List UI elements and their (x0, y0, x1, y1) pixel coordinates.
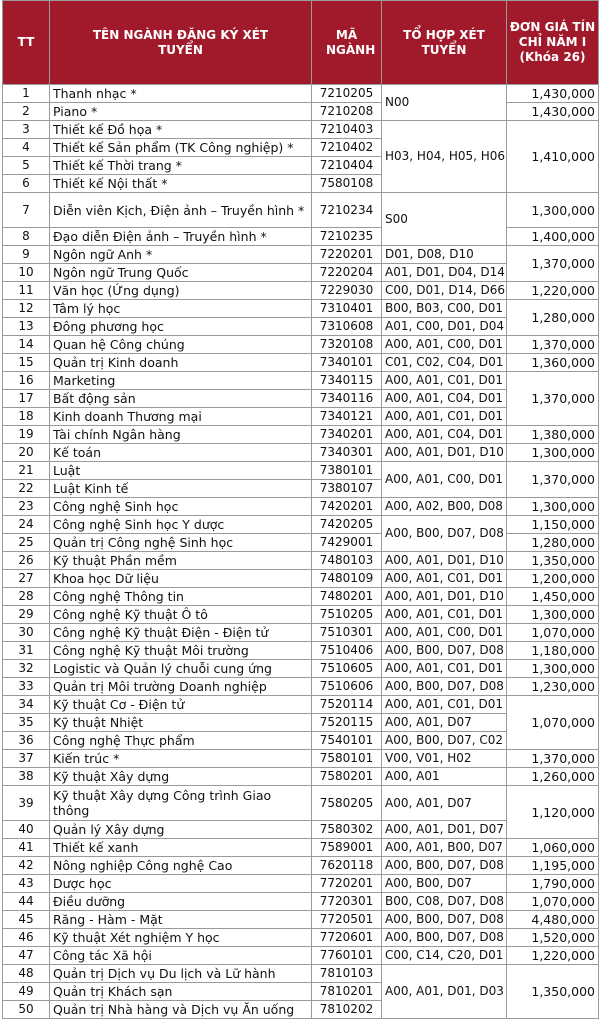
combination: A00, A01, C00, D01 (382, 336, 507, 354)
row-number: 15 (3, 354, 50, 372)
row-number: 9 (3, 246, 50, 264)
major-name: Kế toán (50, 444, 312, 462)
combination: A01, C00, D01, D04 (382, 318, 507, 336)
row-number: 38 (3, 768, 50, 786)
row-number: 4 (3, 139, 50, 157)
row-number: 45 (3, 911, 50, 929)
table-row (3, 121, 599, 139)
major-name: Kỹ thuật Xây dựng Công trình Giao thông (50, 786, 312, 821)
credit-price: 1,120,000 (507, 786, 599, 839)
major-name: Văn học (Ứng dụng) (50, 282, 312, 300)
credit-price: 1,070,000 (507, 893, 599, 911)
combination: A00, A01, C04, D01 (382, 426, 507, 444)
major-name: Quản trị Công nghệ Sinh học (50, 534, 312, 552)
row-number: 14 (3, 336, 50, 354)
major-code: 7510205 (312, 606, 382, 624)
major-code: 7210404 (312, 157, 382, 175)
row-number: 2 (3, 103, 50, 121)
major-code: 7510606 (312, 678, 382, 696)
major-code: 7320108 (312, 336, 382, 354)
table-body (3, 85, 599, 1019)
row-number: 32 (3, 660, 50, 678)
major-name: Công nghệ Thông tin (50, 588, 312, 606)
major-name: Quản trị Môi trường Doanh nghiệp (50, 678, 312, 696)
credit-price: 1,410,000 (507, 121, 599, 193)
major-code: 7220201 (312, 246, 382, 264)
table-row (3, 570, 599, 588)
credit-price: 1,300,000 (507, 444, 599, 462)
major-name: Thiết kế Nội thất * (50, 175, 312, 193)
table-row (3, 606, 599, 624)
combination: A00, A02, B00, D08 (382, 498, 507, 516)
credit-price: 1,350,000 (507, 552, 599, 570)
major-name: Đạo diễn Điện ảnh – Truyền hình * (50, 228, 312, 246)
major-code: 7720601 (312, 929, 382, 947)
major-code: 7720201 (312, 875, 382, 893)
combination: A00, B00, D07, D08 (382, 678, 507, 696)
combination: A00, B00, D07, D08 (382, 516, 507, 552)
header-name: TÊN NGÀNH ĐĂNG KÝ XÉT TUYỂN (50, 1, 312, 85)
major-name: Công nghệ Thực phẩm (50, 732, 312, 750)
table-row (3, 193, 599, 228)
credit-price: 1,150,000 (507, 516, 599, 534)
combination: A00, A01, C04, D01 (382, 390, 507, 408)
major-code: 7210205 (312, 85, 382, 103)
credit-price: 1,430,000 (507, 103, 599, 121)
major-code: 7210402 (312, 139, 382, 157)
table-row (3, 372, 599, 390)
row-number: 28 (3, 588, 50, 606)
combination: A00, B00, D07, D08 (382, 929, 507, 947)
row-number: 29 (3, 606, 50, 624)
major-name: Kỹ thuật Xét nghiệm Y học (50, 929, 312, 947)
major-code: 7510301 (312, 624, 382, 642)
major-name: Quản trị Nhà hàng và Dịch vụ Ăn uống (50, 1001, 312, 1019)
header-code: MÃ NGÀNH (312, 1, 382, 85)
major-code: 7580108 (312, 175, 382, 193)
combination: B00, B03, C00, D01 (382, 300, 507, 318)
credit-price: 1,370,000 (507, 372, 599, 426)
credit-price: 1,370,000 (507, 246, 599, 282)
table-row (3, 426, 599, 444)
major-code: 7220204 (312, 264, 382, 282)
table-row (3, 498, 599, 516)
table-row (3, 462, 599, 480)
row-number: 18 (3, 408, 50, 426)
credit-price: 1,220,000 (507, 282, 599, 300)
major-code: 7620118 (312, 857, 382, 875)
table-row (3, 786, 599, 821)
credit-price: 1,300,000 (507, 606, 599, 624)
combination: S00 (382, 193, 507, 246)
header-price: ĐƠN GIÁ TÍN CHỈ NĂM I (Khóa 26) (507, 1, 599, 85)
row-number: 43 (3, 875, 50, 893)
credit-price: 1,400,000 (507, 228, 599, 246)
table-row (3, 929, 599, 947)
table-row (3, 750, 599, 768)
table-row (3, 965, 599, 983)
credit-price: 1,280,000 (507, 534, 599, 552)
combination: V00, V01, H02 (382, 750, 507, 768)
table-row (3, 893, 599, 911)
credit-price: 1,220,000 (507, 947, 599, 965)
major-name: Điều dưỡng (50, 893, 312, 911)
combination: A00, A01 (382, 768, 507, 786)
row-number: 36 (3, 732, 50, 750)
row-number: 20 (3, 444, 50, 462)
combination: A00, A01, D01, D10 (382, 588, 507, 606)
combination: A00, A01, C01, D01 (382, 606, 507, 624)
combination: A00, A01, D01, D03 (382, 965, 507, 1019)
major-code: 7210235 (312, 228, 382, 246)
major-code: 7810103 (312, 965, 382, 983)
major-code: 7510605 (312, 660, 382, 678)
major-code: 7229030 (312, 282, 382, 300)
table-row (3, 947, 599, 965)
credit-price: 1,430,000 (507, 85, 599, 103)
combination: A00, A01, D07 (382, 786, 507, 821)
major-code: 7210234 (312, 193, 382, 228)
row-number: 24 (3, 516, 50, 534)
major-name: Kiến trúc * (50, 750, 312, 768)
row-number: 35 (3, 714, 50, 732)
major-name: Công nghệ Kỹ thuật Môi trường (50, 642, 312, 660)
combination: A01, D01, D04, D14 (382, 264, 507, 282)
row-number: 31 (3, 642, 50, 660)
table-row (3, 911, 599, 929)
major-code: 7580101 (312, 750, 382, 768)
major-name: Nông nghiệp Công nghệ Cao (50, 857, 312, 875)
major-code: 7210208 (312, 103, 382, 121)
table-row (3, 839, 599, 857)
major-code: 7420201 (312, 498, 382, 516)
row-number: 46 (3, 929, 50, 947)
row-number: 34 (3, 696, 50, 714)
row-number: 37 (3, 750, 50, 768)
table-row (3, 300, 599, 318)
major-name: Công tác Xã hội (50, 947, 312, 965)
combination: C00, D01, D14, D66 (382, 282, 507, 300)
row-number: 41 (3, 839, 50, 857)
credit-price: 1,070,000 (507, 624, 599, 642)
major-name: Thiết kế xanh (50, 839, 312, 857)
major-name: Công nghệ Sinh học Y dược (50, 516, 312, 534)
row-number: 50 (3, 1001, 50, 1019)
major-name: Logistic và Quản lý chuỗi cung ứng (50, 660, 312, 678)
major-code: 7380107 (312, 480, 382, 498)
credit-price: 1,200,000 (507, 570, 599, 588)
table-row (3, 588, 599, 606)
major-name: Quản lý Xây dựng (50, 821, 312, 839)
header-combo: TỔ HỢP XÉT TUYỂN (382, 1, 507, 85)
row-number: 16 (3, 372, 50, 390)
combination: A00, A01, C01, D01 (382, 696, 507, 714)
row-number: 47 (3, 947, 50, 965)
major-name: Diễn viên Kịch, Điện ảnh – Truyền hình * (50, 193, 312, 228)
major-name: Kỹ thuật Phần mềm (50, 552, 312, 570)
row-number: 17 (3, 390, 50, 408)
major-code: 7210403 (312, 121, 382, 139)
major-code: 7510406 (312, 642, 382, 660)
credit-price: 1,450,000 (507, 588, 599, 606)
combination: A00, A01, D01, D07 (382, 821, 507, 839)
row-number: 7 (3, 193, 50, 228)
row-number: 40 (3, 821, 50, 839)
row-number: 19 (3, 426, 50, 444)
combination: A00, B00, D07, D08 (382, 911, 507, 929)
major-code: 7420205 (312, 516, 382, 534)
major-name: Luật Kinh tế (50, 480, 312, 498)
table-row (3, 103, 599, 121)
major-code: 7340301 (312, 444, 382, 462)
major-code: 7720501 (312, 911, 382, 929)
combination: A00, A01, C01, D01 (382, 660, 507, 678)
major-code: 7480103 (312, 552, 382, 570)
combination: N00 (382, 85, 507, 121)
row-number: 12 (3, 300, 50, 318)
major-code: 7340101 (312, 354, 382, 372)
major-code: 7540101 (312, 732, 382, 750)
major-code: 7310401 (312, 300, 382, 318)
table-row (3, 768, 599, 786)
major-code: 7340201 (312, 426, 382, 444)
major-name: Công nghệ Kỹ thuật Ô tô (50, 606, 312, 624)
credit-price: 1,230,000 (507, 678, 599, 696)
credit-price: 1,260,000 (507, 768, 599, 786)
table-row (3, 696, 599, 714)
row-number: 49 (3, 983, 50, 1001)
row-number: 21 (3, 462, 50, 480)
row-number: 30 (3, 624, 50, 642)
credit-price: 1,070,000 (507, 696, 599, 750)
table-row (3, 552, 599, 570)
table-row (3, 228, 599, 246)
credit-price: 1,350,000 (507, 965, 599, 1019)
major-code: 7310608 (312, 318, 382, 336)
combination: A00, A01, C01, D01 (382, 408, 507, 426)
credit-price: 1,360,000 (507, 354, 599, 372)
major-name: Tài chính Ngân hàng (50, 426, 312, 444)
major-name: Luật (50, 462, 312, 480)
table-row (3, 336, 599, 354)
combination: A00, B00, D07, C02 (382, 732, 507, 750)
major-name: Quản trị Kinh doanh (50, 354, 312, 372)
header-tt: TT (3, 1, 50, 85)
table-row (3, 516, 599, 534)
major-name: Tâm lý học (50, 300, 312, 318)
combination: A00, B00, D07, D08 (382, 642, 507, 660)
major-code: 7580302 (312, 821, 382, 839)
table-row (3, 660, 599, 678)
major-name: Kinh doanh Thương mại (50, 408, 312, 426)
combination: A00, A01, D01, D10 (382, 552, 507, 570)
major-name: Thiết kế Sản phẩm (TK Công nghiệp) * (50, 139, 312, 157)
row-number: 5 (3, 157, 50, 175)
major-code: 7720301 (312, 893, 382, 911)
table-row (3, 534, 599, 552)
major-name: Kỹ thuật Xây dựng (50, 768, 312, 786)
credit-price: 1,300,000 (507, 660, 599, 678)
combination: A00, B00, D07 (382, 875, 507, 893)
combination: A00, B00, D07, D08 (382, 857, 507, 875)
major-name: Kỹ thuật Cơ - Điện tử (50, 696, 312, 714)
major-code: 7340116 (312, 390, 382, 408)
row-number: 44 (3, 893, 50, 911)
major-code: 7480109 (312, 570, 382, 588)
major-name: Công nghệ Kỹ thuật Điện - Điện tử (50, 624, 312, 642)
major-name: Công nghệ Sinh học (50, 498, 312, 516)
table-row (3, 85, 599, 103)
combination: B00, C08, D07, D08 (382, 893, 507, 911)
row-number: 26 (3, 552, 50, 570)
row-number: 39 (3, 786, 50, 821)
combination: A00, A01, C00, D01 (382, 624, 507, 642)
major-name: Quản trị Dịch vụ Du lịch và Lữ hành (50, 965, 312, 983)
combination: A00, A01, C01, D01 (382, 570, 507, 588)
major-code: 7429001 (312, 534, 382, 552)
row-number: 23 (3, 498, 50, 516)
table-row (3, 857, 599, 875)
header-row (3, 1, 599, 85)
combination: A00, A01, D01, D10 (382, 444, 507, 462)
admission-table (2, 0, 599, 1019)
major-name: Thanh nhạc * (50, 85, 312, 103)
row-number: 42 (3, 857, 50, 875)
table-row (3, 642, 599, 660)
major-name: Răng - Hàm - Mặt (50, 911, 312, 929)
major-name: Thiết kế Đồ họa * (50, 121, 312, 139)
major-code: 7380101 (312, 462, 382, 480)
combination: H03, H04, H05, H06 (382, 121, 507, 193)
combination: A00, A01, B00, D07 (382, 839, 507, 857)
combination: D01, D08, D10 (382, 246, 507, 264)
credit-price: 1,380,000 (507, 426, 599, 444)
row-number: 10 (3, 264, 50, 282)
table-row (3, 678, 599, 696)
major-name: Dược học (50, 875, 312, 893)
table-row (3, 624, 599, 642)
credit-price: 1,180,000 (507, 642, 599, 660)
combination: C01, C02, C04, D01 (382, 354, 507, 372)
major-name: Đông phương học (50, 318, 312, 336)
major-code: 7760101 (312, 947, 382, 965)
major-code: 7520114 (312, 696, 382, 714)
major-code: 7580201 (312, 768, 382, 786)
row-number: 27 (3, 570, 50, 588)
major-name: Thiết kế Thời trang * (50, 157, 312, 175)
row-number: 1 (3, 85, 50, 103)
row-number: 22 (3, 480, 50, 498)
table-row (3, 246, 599, 264)
major-name: Bất động sản (50, 390, 312, 408)
major-name: Khoa học Dữ liệu (50, 570, 312, 588)
row-number: 25 (3, 534, 50, 552)
combination: A00, A01, D07 (382, 714, 507, 732)
combination: C00, C14, C20, D01 (382, 947, 507, 965)
credit-price: 1,370,000 (507, 750, 599, 768)
credit-price: 1,370,000 (507, 462, 599, 498)
major-name: Quản trị Khách sạn (50, 983, 312, 1001)
major-code: 7589001 (312, 839, 382, 857)
credit-price: 1,280,000 (507, 300, 599, 336)
major-name: Ngôn ngữ Trung Quốc (50, 264, 312, 282)
major-name: Marketing (50, 372, 312, 390)
row-number: 6 (3, 175, 50, 193)
row-number: 8 (3, 228, 50, 246)
major-code: 7810201 (312, 983, 382, 1001)
combination: A00, A01, C00, D01 (382, 462, 507, 498)
table-row (3, 444, 599, 462)
credit-price: 4,480,000 (507, 911, 599, 929)
major-code: 7340115 (312, 372, 382, 390)
row-number: 48 (3, 965, 50, 983)
credit-price: 1,195,000 (507, 857, 599, 875)
row-number: 13 (3, 318, 50, 336)
table-row (3, 875, 599, 893)
row-number: 33 (3, 678, 50, 696)
credit-price: 1,370,000 (507, 336, 599, 354)
credit-price: 1,790,000 (507, 875, 599, 893)
credit-price: 1,060,000 (507, 839, 599, 857)
major-code: 7340121 (312, 408, 382, 426)
major-code: 7810202 (312, 1001, 382, 1019)
major-name: Kỹ thuật Nhiệt (50, 714, 312, 732)
table-row (3, 282, 599, 300)
row-number: 11 (3, 282, 50, 300)
major-name: Ngôn ngữ Anh * (50, 246, 312, 264)
major-name: Piano * (50, 103, 312, 121)
credit-price: 1,300,000 (507, 193, 599, 228)
major-name: Quan hệ Công chúng (50, 336, 312, 354)
major-code: 7580205 (312, 786, 382, 821)
table-row (3, 354, 599, 372)
major-code: 7520115 (312, 714, 382, 732)
credit-price: 1,300,000 (507, 498, 599, 516)
row-number: 3 (3, 121, 50, 139)
combination: A00, A01, C01, D01 (382, 372, 507, 390)
credit-price: 1,520,000 (507, 929, 599, 947)
major-code: 7480201 (312, 588, 382, 606)
